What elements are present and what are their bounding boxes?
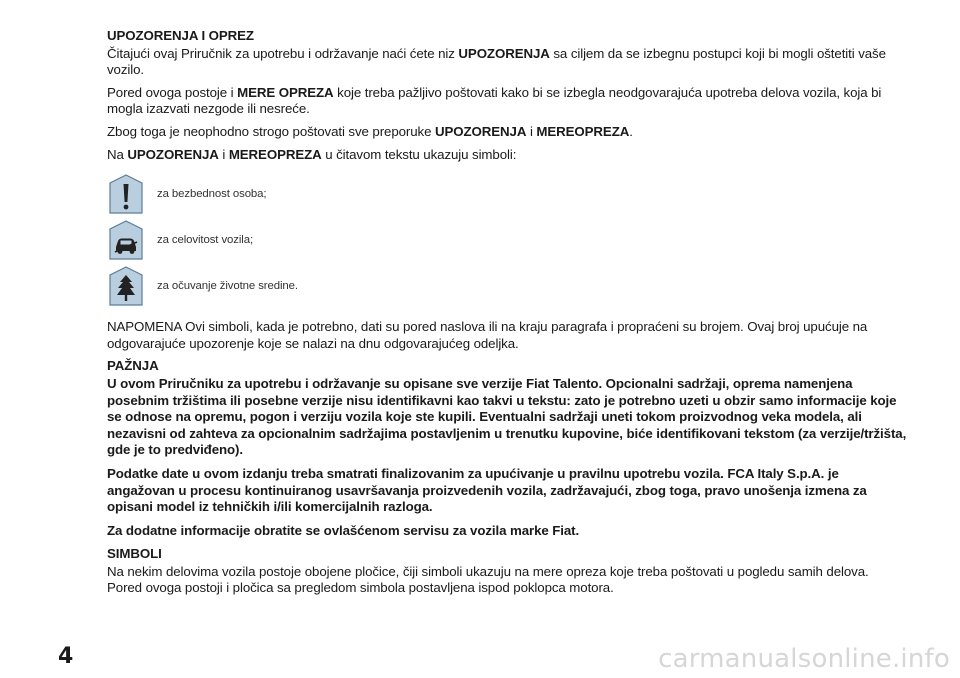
bold-term-mere-opreza: MERE OPREZA: [237, 84, 334, 100]
text-run: koje treba pažljivo poštovati kako bi se izbegla neodgovarajuća upotreba delova vozila, koja bi mogla izazvati nezgode ili nesreće.: [107, 84, 882, 117]
paragraph-warnings-intro: [107, 46, 907, 79]
text-run: i: [526, 123, 537, 139]
paragraph-recommendations: [107, 124, 907, 141]
section-title-symbols: SIMBOLI: [107, 546, 162, 562]
bold-term-upozorenja: UPOZORENJA: [127, 146, 219, 162]
tree-environment-icon: [107, 265, 145, 307]
paragraph-precautions: [107, 85, 907, 118]
attention-block: [107, 376, 907, 539]
bold-term-mereopreza: MEREOPREZA: [228, 146, 322, 162]
text-run: Pored ovoga postoje i: [107, 84, 238, 100]
page-number: 4: [58, 644, 74, 669]
page-content: [107, 28, 907, 603]
symbol-row-environment: [107, 263, 907, 309]
attention-paragraph-contact: Za dodatne informacije obratite se ovlašćenom servisu za vozila marke Fiat.: [107, 522, 580, 538]
text-run: Zbog toga je neophodno strogo poštovati sve preporuke: [107, 123, 435, 139]
section-title-attention: PAŽNJA: [107, 358, 159, 374]
symbol-label: za bezbednost osoba;: [157, 187, 267, 200]
section-title-warnings: UPOZORENJA I OPREZ: [107, 28, 254, 43]
symbol-row-vehicle-integrity: [107, 217, 907, 263]
exclamation-warning-icon: [107, 173, 145, 215]
attention-paragraph-versions: U ovom Priručniku za upotrebu i održavanje su opisane sve verzije Fiat Talento. Opcionalni sadržaji, oprema namenjena posebnim tržištima ili posebne verzije nisu identifikavni kao takvi u tekstu: zato je potrebno uzeti u obzir samo informacije koje se odnose na opremu, pogon i verziju vozila koje ste kupili. Eventualni sadržaji uneti tokom proizvodnog veka modela, ali nezavisni od zahteva za opcionalnim sadržajima postavljenim u trenutku kupovine, biće identifikovani tekstom (za verzije/tržišta, gde je to predviđeno).: [107, 375, 907, 458]
note-paragraph: NAPOMENA Ovi simboli, kada je potrebno, dati su pored naslova ili na kraju paragrafa i propraćeni su brojem. Ovaj broj upućuje na odgovarajuće upozorenje koje se nalazi na dnu odgovarajućeg odeljka.: [107, 319, 868, 351]
text-run: u čitavom tekstu ukazuju simboli:: [321, 146, 517, 162]
symbols-paragraph: Na nekim delovima vozila postoje obojene pločice, čiji simboli ukazuju na mere opreza koje treba poštovati u pogledu samih delova. Pored ovoga postoji i pločica sa pregledom simbola postavljena ispod poklopca motora.: [107, 563, 869, 596]
text-run: Na: [107, 146, 128, 162]
symbol-label: za celovitost vozila;: [157, 233, 254, 246]
symbol-list: [107, 171, 907, 309]
paragraph-symbols-intro: [107, 147, 907, 164]
car-warning-icon: [107, 219, 145, 261]
text-run: .: [629, 123, 633, 139]
symbol-row-person-safety: [107, 171, 907, 217]
text-run: i: [218, 146, 229, 162]
text-run: sa ciljem da se izbegnu postupci koji bi mogli oštetiti vaše vozilo.: [107, 45, 886, 78]
watermark-link[interactable]: carmanualsonline.info: [658, 644, 950, 674]
bold-term-upozorenja: UPOZORENJA: [435, 123, 527, 139]
text-run: Čitajući ovaj Priručnik za upotrebu i održavanje naći ćete niz: [107, 45, 459, 61]
symbol-label: za očuvanje životne sredine.: [157, 279, 298, 292]
attention-paragraph-finalized: Podatke date u ovom izdanju treba smatrati finalizovanim za upućivanje u pravilnu upotrebu vozila. FCA Italy S.p.A. je angažovan u procesu kontinuiranog usavršavanja proizvedenih vozila, zadržavajući, zbog toga, pravo unošenja izmena za opisani model iz tehničkih i/ili komercijalnih razloga.: [107, 465, 867, 515]
bold-term-upozorenja: UPOZORENJA: [458, 45, 550, 61]
bold-term-mereopreza: MEREOPREZA: [536, 123, 630, 139]
